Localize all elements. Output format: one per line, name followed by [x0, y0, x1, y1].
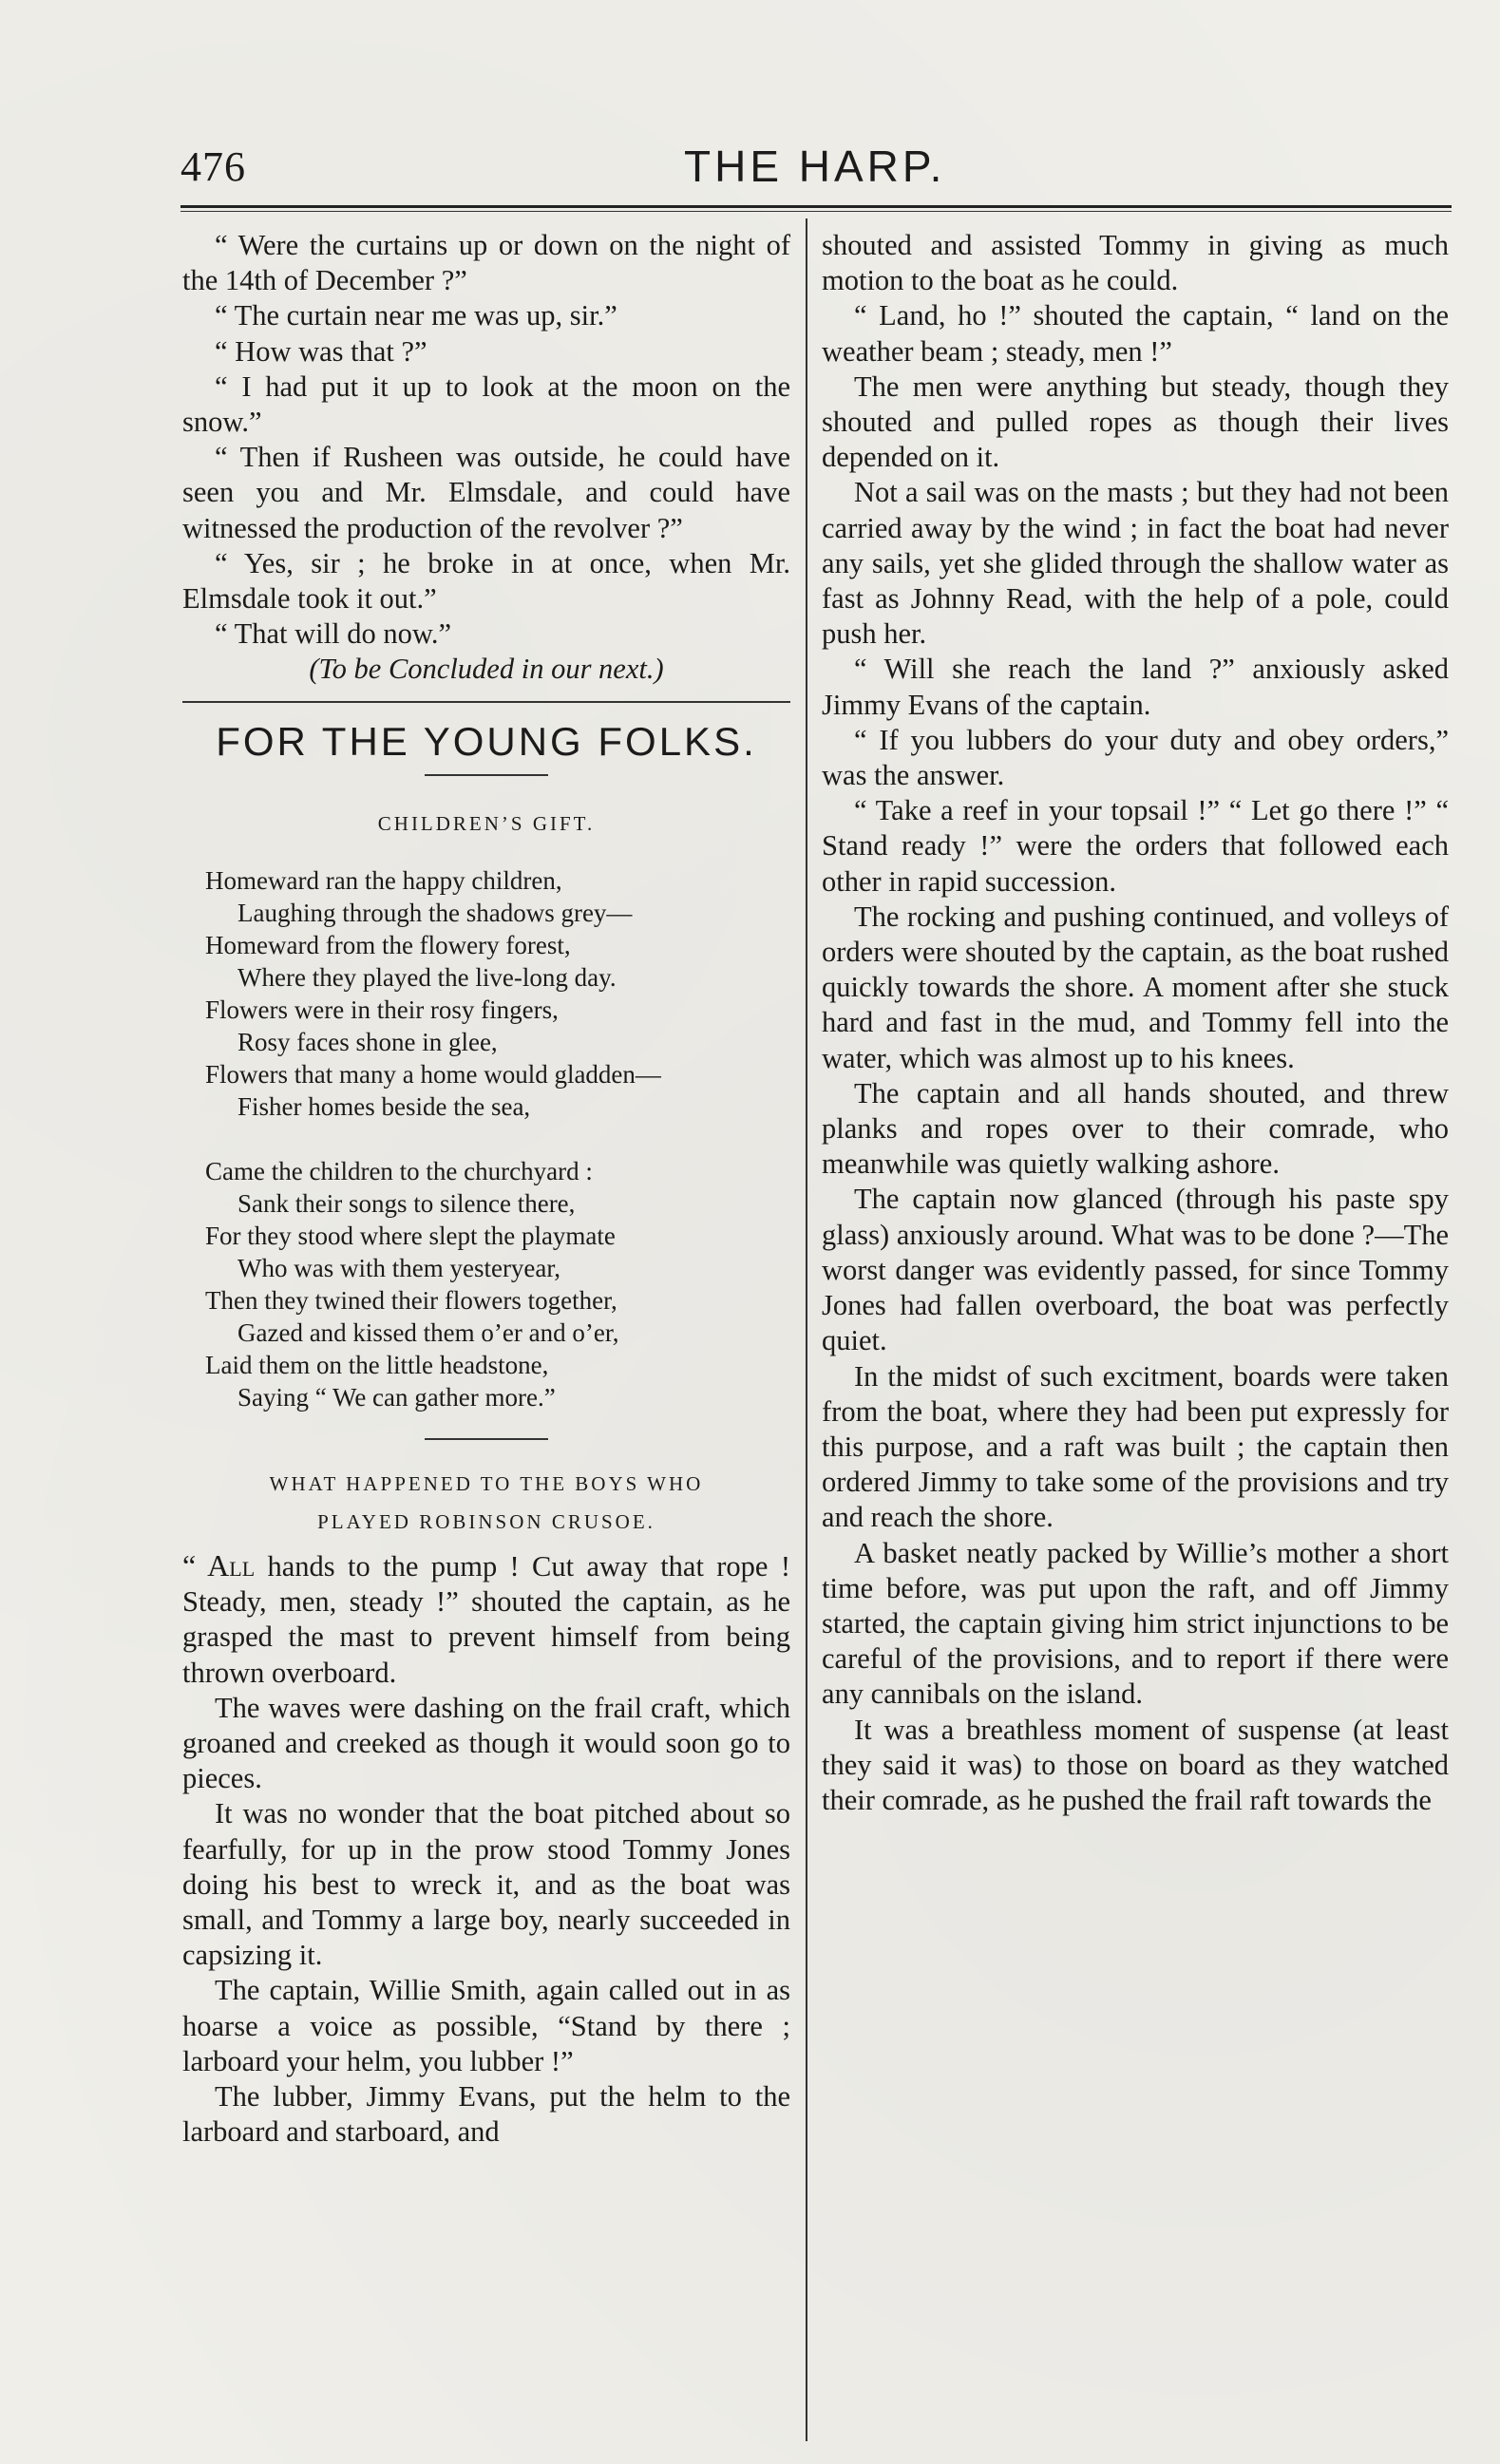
stanza-gap	[205, 1123, 790, 1155]
story-paragraph: shouted and assisted Tommy in giving as much motion to the boat as he could.	[822, 229, 1449, 297]
story-paragraph: The lubber, Jimmy Evans, put the helm to the larboard and starboard, and	[182, 2080, 790, 2149]
poem-line: Homeward from the flowery forest,	[205, 931, 571, 960]
story-paragraph: It was a breathless moment of suspense (at least they said it was) to those on board as they watched their comrade, as he pushed the frail raft towards the	[822, 1713, 1449, 1816]
paragraph: “ That will do now.”	[215, 617, 452, 651]
poem-line: For they stood where slept the playmate	[205, 1222, 616, 1251]
poem-line: Flowers were in their rosy fingers,	[205, 995, 559, 1025]
short-rule	[425, 1438, 548, 1440]
paragraph: “ The curtain near me was up, sir.”	[215, 299, 617, 332]
story-paragraph: The waves were dashing on the frail craft, which groaned and creeked as though it would soon go to pieces.	[182, 1691, 790, 1795]
to-be-concluded-note: (To be Concluded in our next.)	[309, 653, 664, 686]
poem-line: Fisher homes beside the sea,	[237, 1092, 531, 1122]
story-paragraph: It was no wonder that the boat pitched about so fearfully, for up in the prow stood Tommy Jones doing his best to wreck it, and as the boat was small, and Tommy a large boy, nearly succeeded in capsizing it.	[182, 1797, 790, 1972]
poem-title: CHILDREN’S GIFT.	[377, 811, 596, 835]
section-rule	[182, 701, 790, 703]
paragraph: “ Then if Rusheen was outside, he could have seen you and Mr. Elmsdale, and could have witnessed the production of the revolver ?”	[182, 441, 790, 544]
poem-line: Laid them on the little headstone,	[205, 1351, 549, 1380]
story-first-word: “ All	[182, 1548, 256, 1583]
poem-line: Gazed and kissed them o’er and o’er,	[237, 1318, 619, 1348]
running-title: THE HARP.	[684, 142, 946, 191]
story-paragraph: The men were anything but steady, though they shouted and pulled ropes as though their lives depended on it.	[822, 370, 1449, 474]
poem	[205, 864, 790, 1413]
story-title-line-2: PLAYED ROBINSON CRUSOE.	[317, 1510, 655, 1534]
header-rule-thin	[180, 211, 1452, 212]
header-rule	[180, 205, 1452, 208]
story-paragraph: “ Will she reach the land ?” anxiously asked Jimmy Evans of the captain.	[822, 653, 1449, 721]
page-header	[180, 142, 1452, 196]
page-number: 476	[180, 143, 246, 190]
paragraph: “ Yes, sir ; he broke in at once, when Mr. Elmsdale took it out.”	[182, 546, 790, 616]
story-paragraph: The rocking and pushing continued, and volleys of orders were shouted by the captain, as the boat rushed quickly towards the shore. A moment after she stuck hard and fast in the mud, and Tommy fell into the water, which was almost up to his knees.	[822, 900, 1449, 1074]
poem-line: Saying “ We can gather more.”	[237, 1383, 556, 1412]
story-paragraph: In the midst of such excitment, boards were taken from the boat, where they had been put expressly for this purpose, and a raft was built ; the captain then ordered Jimmy to take some of the provisions and try and reach the shore.	[822, 1359, 1449, 1534]
poem-line: Flowers that many a home would gladden—	[205, 1060, 661, 1090]
poem-line: Sank their songs to silence there,	[237, 1189, 576, 1219]
poem-line: Then they twined their flowers together,	[205, 1286, 617, 1316]
paragraph: “ I had put it up to look at the moon on the snow.”	[182, 370, 790, 439]
poem-line: Came the children to the churchyard :	[205, 1157, 593, 1186]
paragraph: “ Were the curtains up or down on the night of the 14th of December ?”	[182, 229, 790, 297]
poem-line: Where they played the live-long day.	[237, 963, 617, 993]
short-rule	[425, 774, 548, 776]
story-paragraph: The captain, Willie Smith, again called out in as hoarse a voice as possible, “Stand by there ; larboard your helm, you lubber !”	[182, 1974, 790, 2077]
right-column	[822, 228, 1449, 1818]
poem-line: Laughing through the shadows grey—	[237, 899, 633, 928]
story-paragraph	[182, 1548, 790, 1691]
story-paragraph: “ Take a reef in your topsail !” “ Let go there !” “ Stand ready !” were the orders that followed each other in rapid succession.	[822, 794, 1449, 898]
story-paragraph: “ If you lubbers do your duty and obey orders,” was the answer.	[822, 723, 1449, 792]
story-paragraph: “ Land, ho !” shouted the captain, “ land on the weather beam ; steady, men !”	[822, 299, 1449, 368]
story-title-line-1: WHAT HAPPENED TO THE BOYS WHO	[269, 1472, 704, 1496]
paragraph: “ How was that ?”	[215, 334, 427, 368]
story-paragraph: The captain and all hands shouted, and threw planks and ropes over to their comrade, who meanwhile was quietly walking ashore.	[822, 1076, 1449, 1181]
column-divider	[806, 218, 807, 2441]
poem-line: Who was with them yesteryear,	[237, 1254, 561, 1283]
story-paragraph: The captain now glanced (through his paste spy glass) anxiously around. What was to be done ?—The worst danger was evidently passed, for since Tommy Jones had fallen overboard, the boat was perfectly quiet.	[822, 1183, 1449, 1357]
poem-line: Rosy faces shone in glee,	[237, 1028, 498, 1057]
section-title: FOR THE YOUNG FOLKS.	[216, 718, 757, 764]
story-paragraph: A basket neatly packed by Willie’s mother a short time before, was put upon the raft, and off Jimmy started, the captain giving him strict injunctions to be careful of the provisions, and to report if there were any cannibals on the island.	[822, 1536, 1449, 1711]
left-column	[182, 228, 790, 2151]
story-paragraph-text: hands to the pump ! Cut away that rope ! Steady, men, steady !” shouted the captain, as he grasped the mast to prevent himself from being thrown overboard.	[182, 1550, 790, 1689]
poem-line: Homeward ran the happy children,	[205, 866, 562, 896]
story-paragraph: Not a sail was on the masts ; but they had not been carried away by the wind ; in fact the boat had never any sails, yet she glided through the shallow water as fast as Johnny Read, with the help of a pole, could push her.	[822, 476, 1449, 651]
